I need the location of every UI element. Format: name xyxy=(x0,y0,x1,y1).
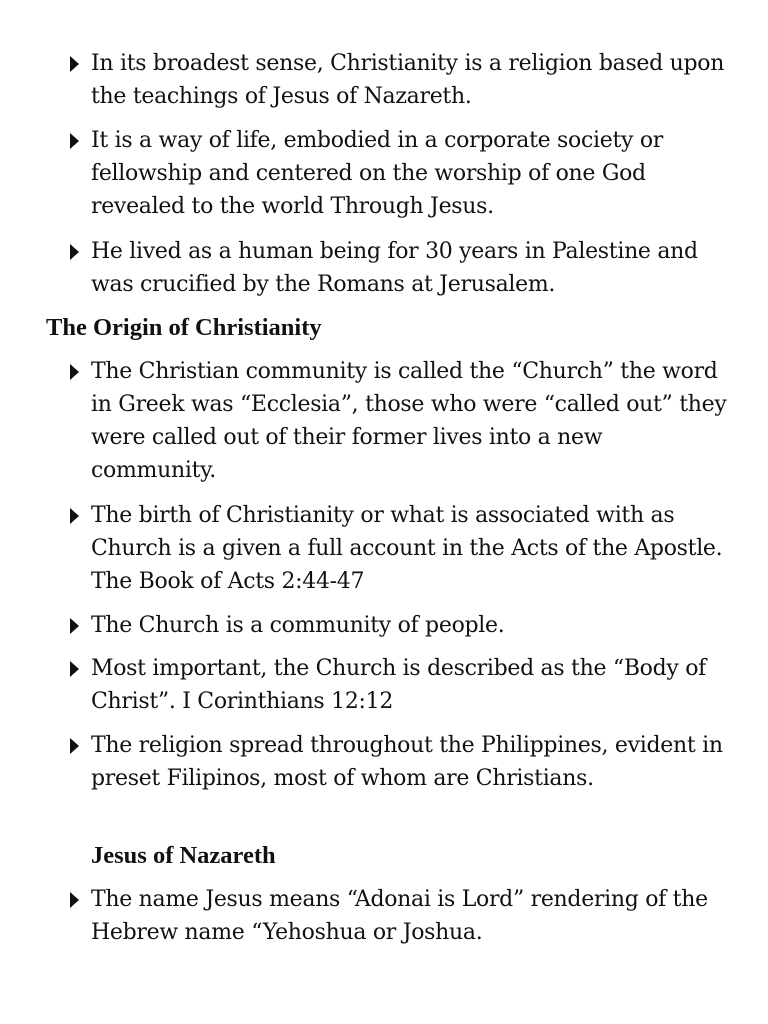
bullet-text: It is a way of life, embodied in a corporate society or fellowship and centered on the worship of one God revealed to the world Through Jesus. xyxy=(91,128,663,219)
bullet-item xyxy=(70,355,730,487)
triangle-bullet-icon xyxy=(70,892,79,908)
triangle-bullet-icon xyxy=(70,133,79,149)
triangle-bullet-icon xyxy=(70,244,79,260)
bullet-item xyxy=(70,124,730,223)
bullet-text: The name Jesus means “Adonai is Lord” rendering of the Hebrew name “Yehoshua or Joshua. xyxy=(91,887,708,945)
bullet-item xyxy=(70,235,730,301)
bullet-item xyxy=(70,499,730,598)
bullet-item xyxy=(70,47,730,113)
triangle-bullet-icon xyxy=(70,56,79,72)
triangle-bullet-icon xyxy=(70,364,79,380)
section-heading-origin: The Origin of Christianity xyxy=(46,314,322,341)
bullet-item xyxy=(70,883,730,949)
bullet-text: In its broadest sense, Christianity is a religion based upon the teachings of Jesus of Nazareth. xyxy=(91,51,725,109)
bullet-text: The birth of Christianity or what is associated with as Church is a given a full account in the Acts of the Apostle. The Book of Acts 2:44-47 xyxy=(91,503,723,594)
bullet-item xyxy=(70,729,730,795)
bullet-text: The Church is a community of people. xyxy=(91,613,505,638)
bullet-text: Most important, the Church is described as the “Body of Christ”. I Corinthians 12:12 xyxy=(91,656,707,714)
bullet-text: The Christian community is called the “Church” the word in Greek was “Ecclesia”, those who were “called out” they were called out of their former lives into a new community. xyxy=(91,359,727,483)
bullet-item xyxy=(70,609,730,642)
triangle-bullet-icon xyxy=(70,618,79,634)
triangle-bullet-icon xyxy=(70,508,79,524)
section-heading-jesus: Jesus of Nazareth xyxy=(91,842,276,869)
triangle-bullet-icon xyxy=(70,738,79,754)
triangle-bullet-icon xyxy=(70,661,79,677)
bullet-text: He lived as a human being for 30 years in Palestine and was crucified by the Romans at Jerusalem. xyxy=(91,239,698,297)
bullet-item xyxy=(70,652,730,718)
bullet-text: The religion spread throughout the Philippines, evident in preset Filipinos, most of whom are Christians. xyxy=(91,733,723,791)
